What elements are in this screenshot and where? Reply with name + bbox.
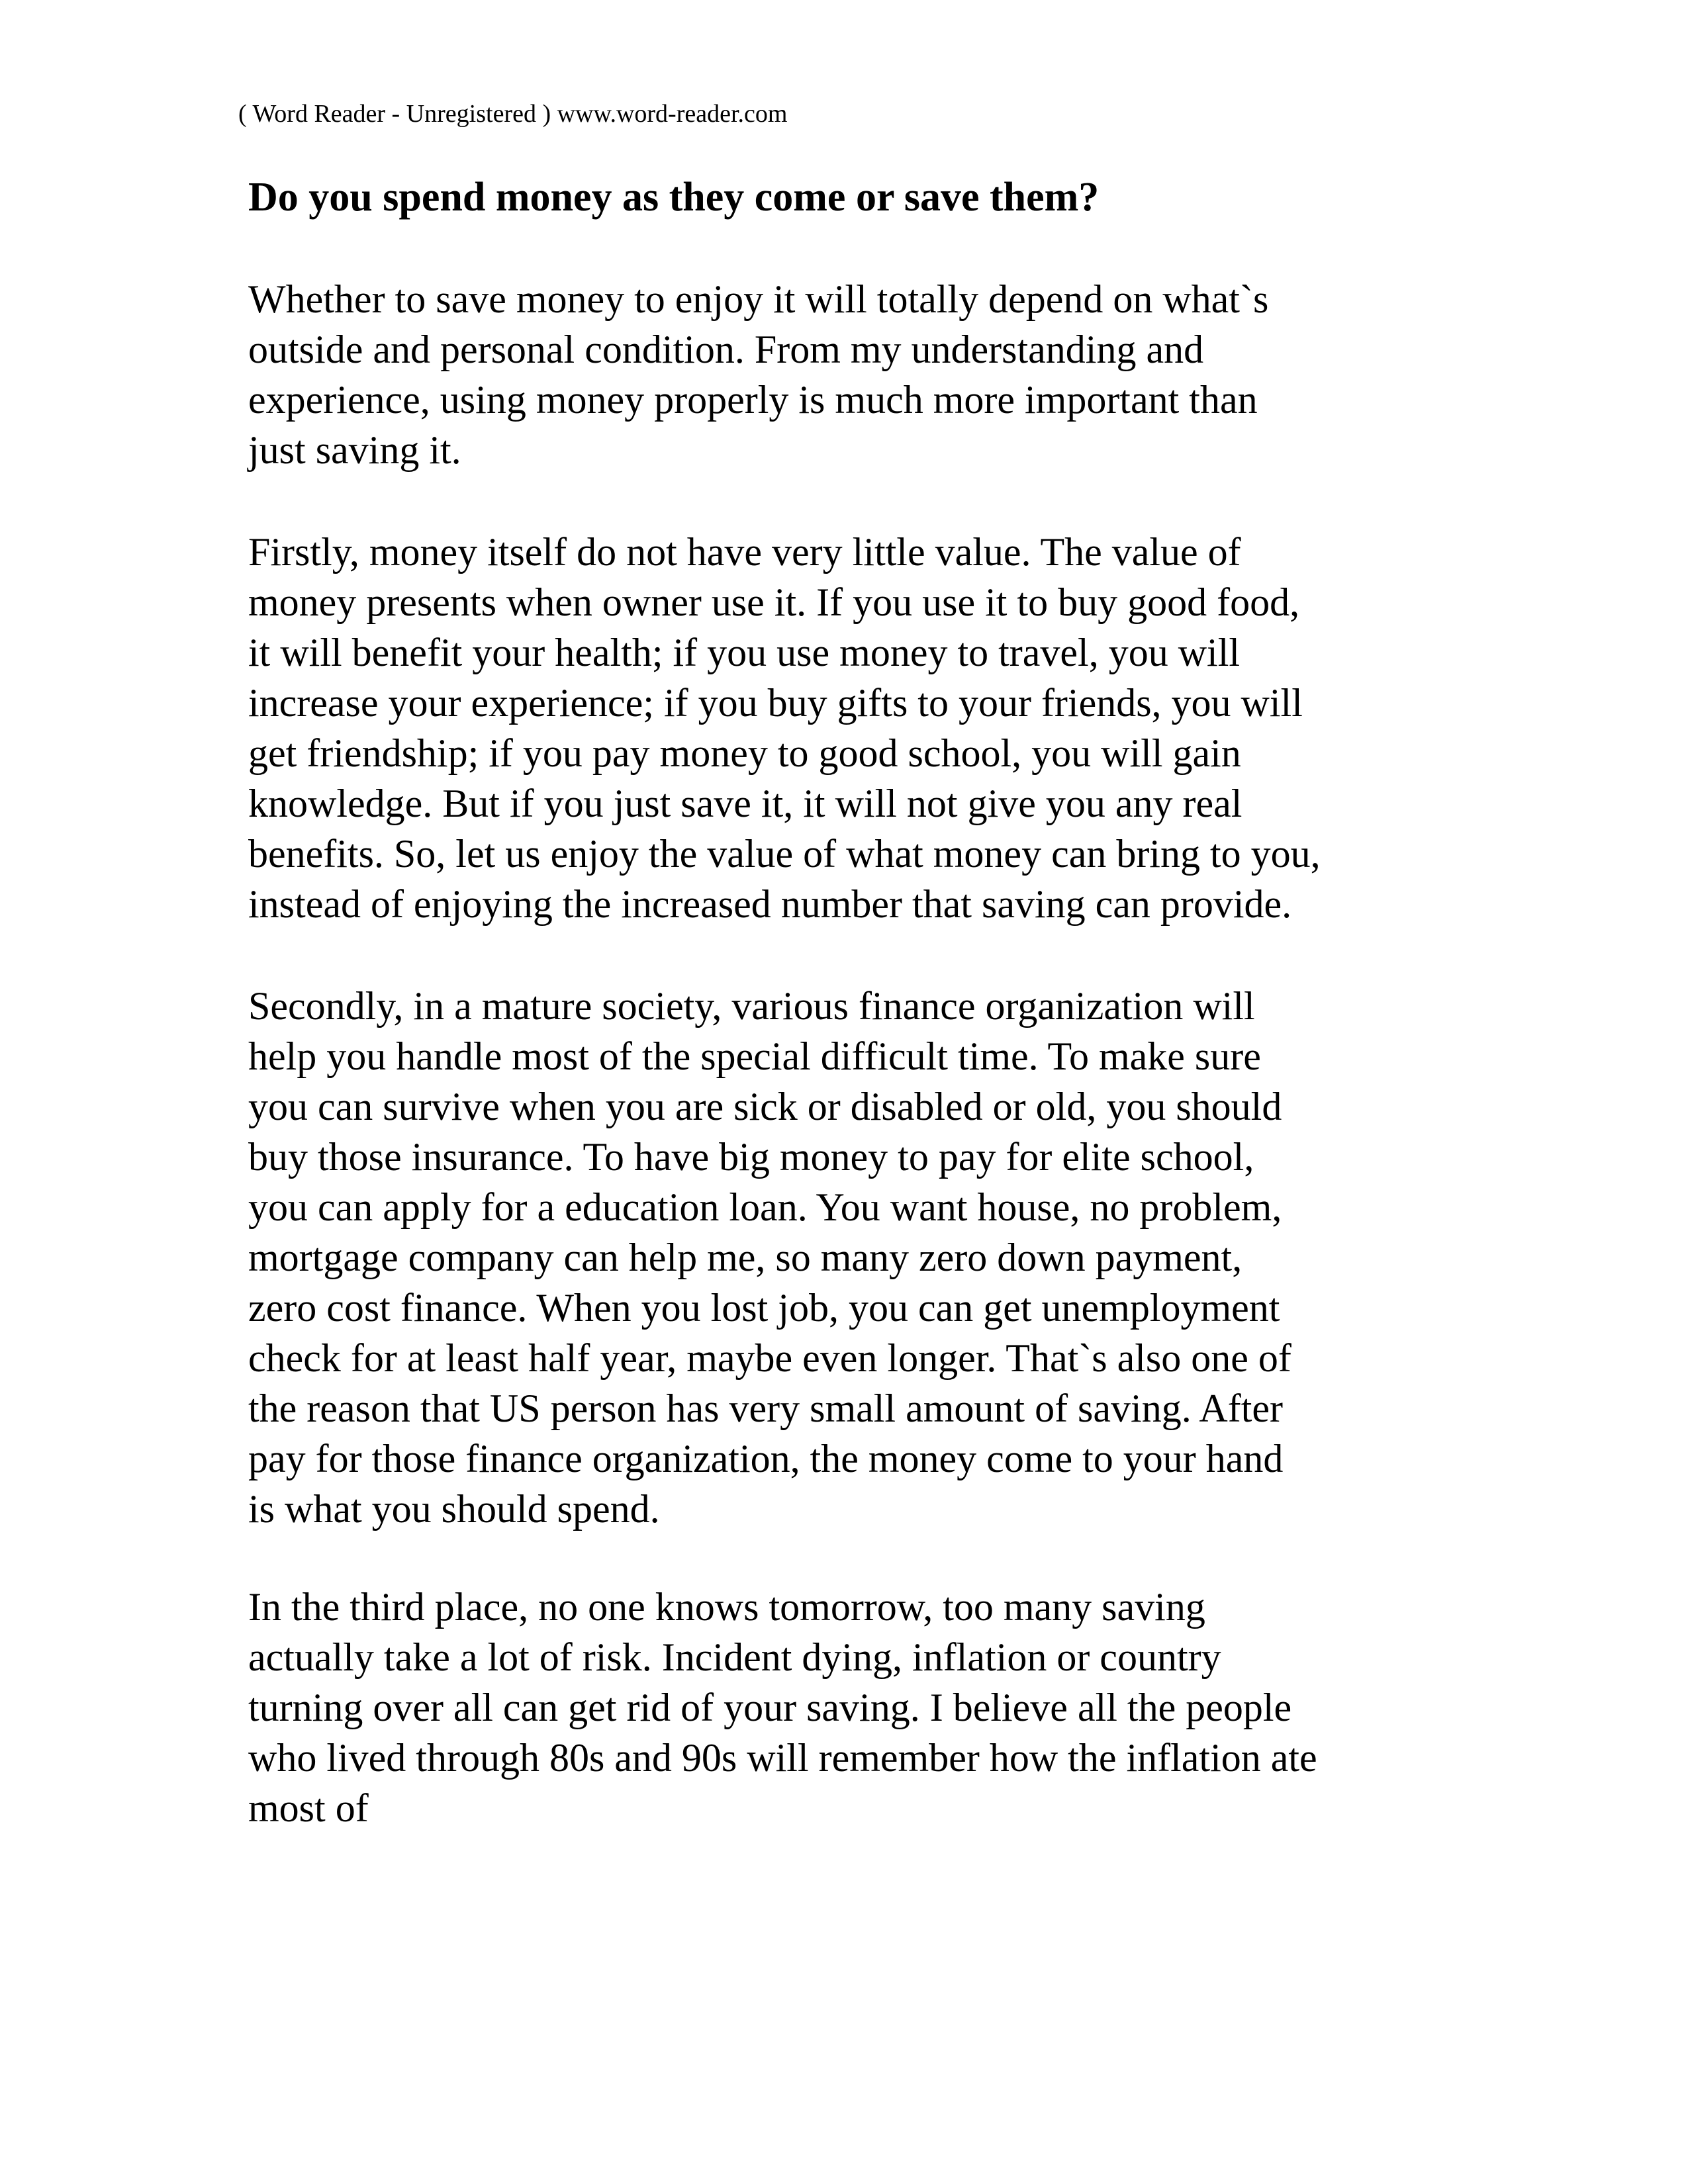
- text-line: you can survive when you are sick or disabled or old, you should: [248, 1085, 1282, 1128]
- text-line: zero cost finance. When you lost job, you can get unemployment: [248, 1286, 1280, 1330]
- text-line: pay for those finance organization, the money come to your hand: [248, 1437, 1284, 1480]
- text-line: get friendship; if you pay money to good school, you will gain: [248, 731, 1241, 775]
- text-line: most of: [248, 1786, 369, 1830]
- text-line: actually take a lot of risk. Incident dying, inflation or country: [248, 1635, 1221, 1679]
- text-line: help you handle most of the special difficult time. To make sure: [248, 1034, 1261, 1078]
- text-line: you can apply for a education loan. You want house, no problem,: [248, 1185, 1282, 1229]
- document-title: Do you spend money as they come or save them?: [248, 175, 1100, 220]
- paragraph-third-place: [248, 1582, 1506, 1833]
- text-line: buy those insurance. To have big money to pay for elite school,: [248, 1135, 1254, 1179]
- text-line: who lived through 80s and 90s will remember how the inflation ate: [248, 1736, 1317, 1780]
- text-line: just saving it.: [248, 428, 461, 472]
- text-line: outside and personal condition. From my understanding and: [248, 328, 1204, 371]
- text-line: mortgage company can help me, so many zero down payment,: [248, 1236, 1243, 1279]
- paragraph-secondly: [248, 981, 1506, 1534]
- text-line: check for at least half year, maybe even longer. That`s also one of: [248, 1336, 1291, 1380]
- text-line: experience, using money properly is much more important than: [248, 378, 1258, 422]
- text-line: Whether to save money to enjoy it will totally depend on what`s: [248, 277, 1269, 321]
- watermark-header: ( Word Reader - Unregistered ) www.word-reader.com: [238, 100, 788, 128]
- text-line: the reason that US person has very small amount of saving. After: [248, 1387, 1283, 1430]
- text-line: increase your experience; if you buy gifts to your friends, you will: [248, 681, 1303, 725]
- text-line: money presents when owner use it. If you use it to buy good food,: [248, 580, 1300, 624]
- text-line: benefits. So, let us enjoy the value of what money can bring to you,: [248, 832, 1321, 876]
- text-line: Firstly, money itself do not have very little value. The value of: [248, 530, 1241, 574]
- text-line: knowledge. But if you just save it, it will not give you any real: [248, 782, 1243, 825]
- text-line: it will benefit your health; if you use money to travel, you will: [248, 631, 1241, 674]
- paragraph-firstly: [248, 527, 1506, 929]
- text-line: is what you should spend.: [248, 1487, 660, 1531]
- text-line: In the third place, no one knows tomorrow, too many saving: [248, 1585, 1205, 1629]
- paragraph-intro: [248, 274, 1506, 475]
- text-line: turning over all can get rid of your saving. I believe all the people: [248, 1686, 1292, 1729]
- text-line: Secondly, in a mature society, various finance organization will: [248, 984, 1255, 1028]
- text-line: instead of enjoying the increased number that saving can provide.: [248, 882, 1292, 926]
